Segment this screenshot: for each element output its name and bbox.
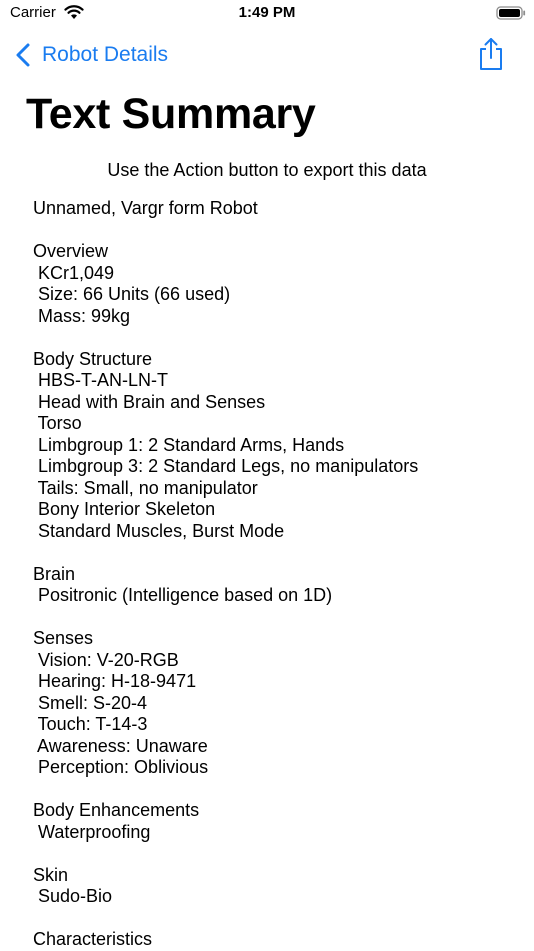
summary-line: Body Structure (33, 348, 153, 369)
summary-line: Brain (33, 563, 76, 584)
summary-line: Limbgroup 1: 2 Standard Arms, Hands (33, 434, 345, 455)
summary-line: Waterproofing (33, 821, 151, 842)
back-button-label: Robot Details (42, 43, 169, 66)
summary-line: HBS-T-AN-LN-T (33, 370, 168, 390)
summary-line: Tails: Small, no manipulator (33, 477, 258, 498)
chevron-left-icon (14, 42, 32, 68)
summary-line: Mass: 99kg (33, 305, 131, 326)
share-icon (476, 36, 506, 72)
summary-line: Hearing: H-18-9471 (33, 671, 197, 691)
summary-line (33, 220, 513, 242)
summary-line (33, 908, 513, 930)
page-title: Text Summary (26, 90, 316, 138)
summary-line: Overview (33, 241, 109, 261)
share-button[interactable] (476, 36, 506, 72)
navigation-bar (0, 32, 534, 76)
summary-line (33, 542, 513, 564)
summary-text (33, 198, 513, 951)
summary-line: Touch: T-14-3 (33, 714, 148, 734)
summary-line: Positronic (Intelligence based on 1D) (33, 585, 333, 605)
summary-line: Perception: Oblivious (33, 757, 209, 777)
battery-icon (496, 6, 526, 25)
summary-line (33, 843, 513, 865)
summary-line: Head with Brain and Senses (33, 391, 266, 412)
summary-line: Senses (33, 628, 94, 648)
summary-line: Skin (33, 864, 69, 885)
summary-line: Body Enhancements (33, 800, 200, 820)
summary-line: Awareness: Unaware (33, 735, 208, 756)
status-time: 1:49 PM (238, 4, 296, 21)
carrier-label: Carrier (10, 4, 56, 21)
summary-line: Unnamed, Vargr form Robot (33, 198, 258, 218)
summary-line: Size: 66 Units (66 used) (33, 284, 231, 304)
summary-line (33, 327, 513, 349)
export-hint: Use the Action button to export this data (107, 160, 427, 180)
summary-line: Bony Interior Skeleton (33, 499, 216, 519)
status-bar (0, 0, 534, 28)
summary-line: Sudo-Bio (33, 886, 113, 906)
summary-line: Limbgroup 3: 2 Standard Legs, no manipulators (33, 456, 419, 476)
summary-line: KCr1,049 (33, 262, 115, 283)
summary-line: Standard Muscles, Burst Mode (33, 520, 285, 541)
summary-line (33, 607, 513, 629)
summary-line: Smell: S-20-4 (33, 692, 148, 713)
summary-line (33, 779, 513, 801)
back-button[interactable] (14, 40, 168, 70)
summary-line: Vision: V-20-RGB (33, 649, 179, 670)
summary-line: Torso (33, 413, 82, 433)
summary-line: Characteristics (33, 929, 153, 949)
